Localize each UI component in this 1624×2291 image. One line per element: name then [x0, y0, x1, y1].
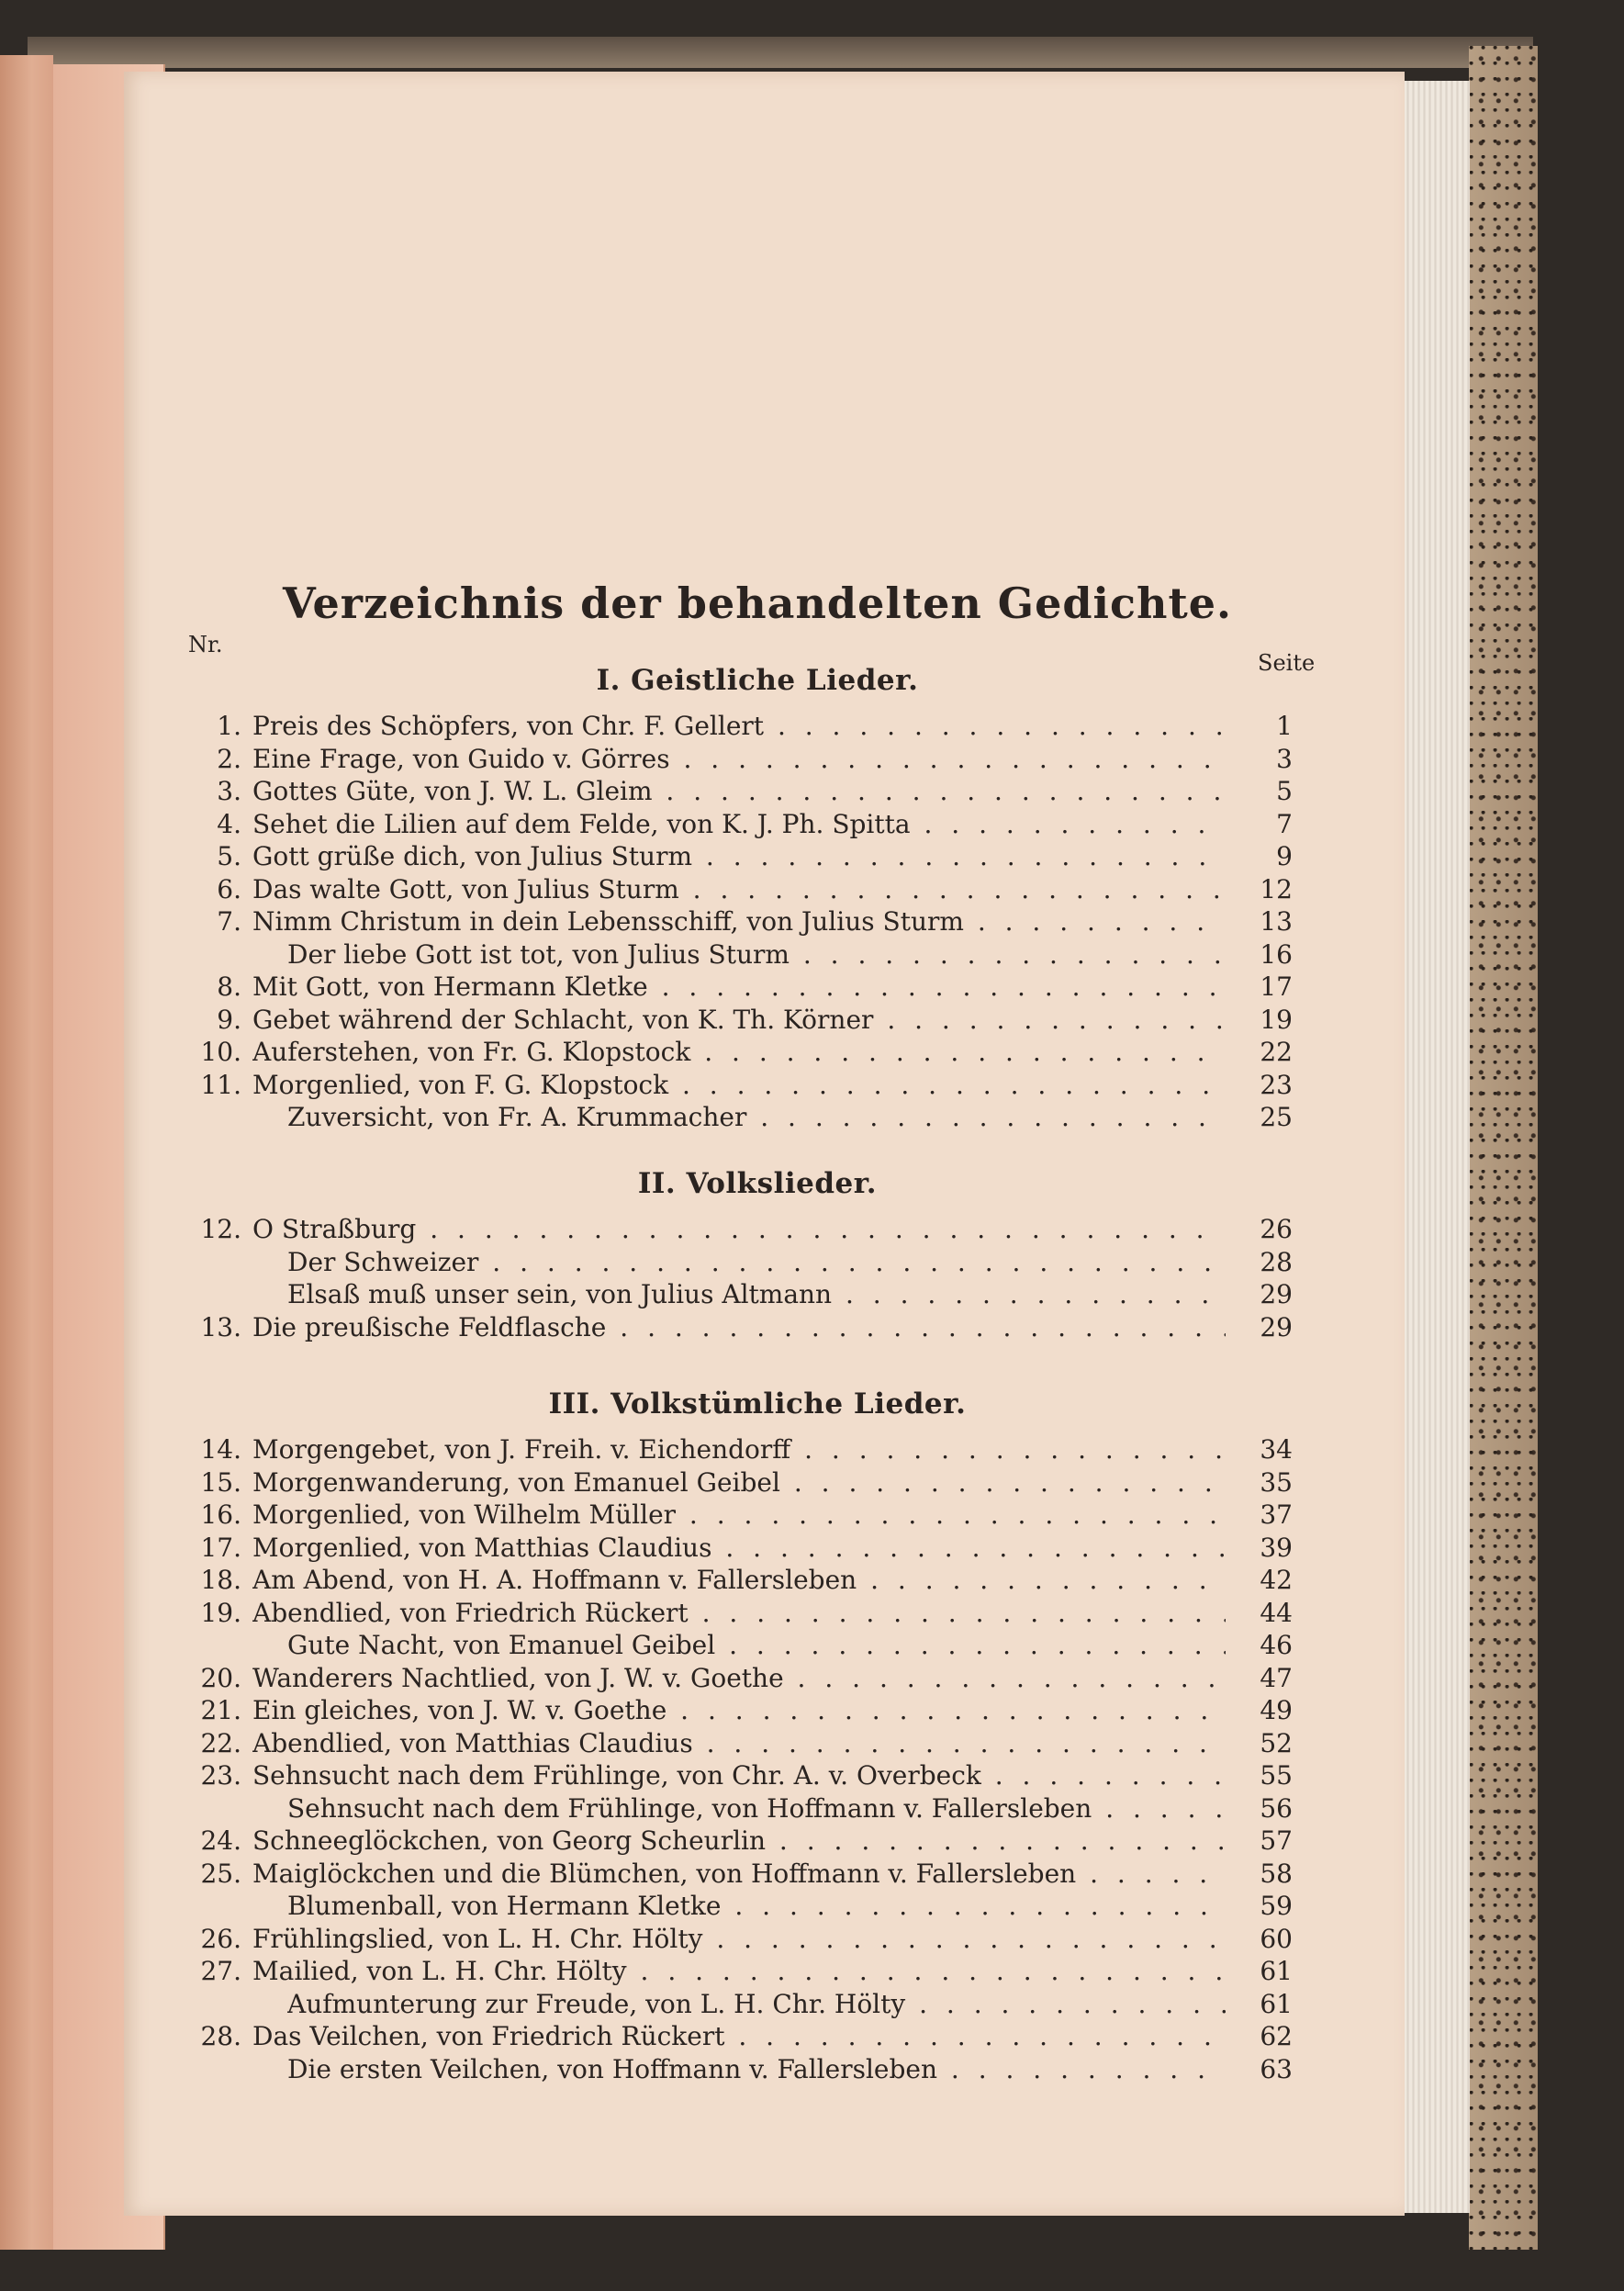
entry-page-number: 16	[1260, 938, 1293, 970]
entry-number: 22.	[200, 1727, 241, 1758]
entry-number: 6.	[217, 873, 241, 904]
entry-title: Die ersten Veilchen, von Hoffmann v. Fallersleben . . .	[287, 2053, 1226, 2086]
entry-number: 24.	[200, 1825, 241, 1856]
page-column-label: Seite	[1258, 650, 1316, 676]
toc-entry	[188, 1466, 1382, 1499]
toc-entry	[188, 2053, 1382, 2086]
entry-page-number: 17	[1260, 971, 1293, 1002]
toc-entry	[188, 1101, 1382, 1134]
toc-entry	[188, 1036, 1382, 1069]
toc-entry	[188, 1564, 1382, 1597]
entry-title: Maiglöckchen und die Blümchen, von Hoffmann v. Fallersleben . . .	[252, 1858, 1226, 1891]
entry-number: 3.	[217, 776, 241, 806]
entry-title: Gebet während der Schlacht, von K. Th. Körner . . .	[252, 1004, 1226, 1037]
page-edges	[1403, 81, 1470, 2213]
toc-entry	[188, 775, 1382, 808]
entry-title: Abendlied, von Matthias Claudius . . .	[252, 1727, 1226, 1760]
toc-entry	[188, 1759, 1382, 1792]
entry-title: Ein gleiches, von J. W. v. Goethe . . .	[252, 1694, 1226, 1727]
entry-page-number: 29	[1260, 1311, 1293, 1342]
entry-number: 11.	[200, 1069, 241, 1100]
entry-page-number: 57	[1260, 1825, 1293, 1856]
section-volkstuemliche-lieder	[188, 1387, 1382, 2085]
entry-title: Sehet die Lilien auf dem Felde, von K. J. Ph. Spitta . . .	[252, 808, 1226, 841]
entry-page-number: 58	[1260, 1858, 1293, 1889]
entry-page-number: 62	[1260, 2021, 1293, 2051]
entry-title: Sehnsucht nach dem Frühlinge, von Chr. A. v. Overbeck . . .	[252, 1759, 1226, 1792]
toc-entry	[188, 1246, 1382, 1279]
entry-title: Der liebe Gott ist tot, von Julius Sturm . . .	[287, 938, 1226, 971]
toc-entry	[188, 1694, 1382, 1727]
entry-title: Das walte Gott, von Julius Sturm . . .	[252, 873, 1226, 906]
toc-entry	[188, 1955, 1382, 1988]
entry-title: Am Abend, von H. A. Hoffmann v. Fallersleben . . .	[252, 1564, 1226, 1597]
entry-title: Preis des Schöpfers, von Chr. F. Gellert . . .	[252, 710, 1226, 743]
entry-page-number: 9	[1276, 841, 1293, 871]
entry-page-number: 63	[1260, 2053, 1293, 2084]
entry-title: Elsaß muß unser sein, von Julius Altmann . . .	[287, 1278, 1226, 1311]
entry-number: 23.	[200, 1760, 241, 1791]
entry-page-number: 61	[1260, 1956, 1293, 1986]
entry-number: 16.	[200, 1499, 241, 1530]
entry-page-number: 52	[1260, 1727, 1293, 1758]
section-volkslieder	[188, 1167, 1382, 1343]
entry-page-number: 3	[1276, 743, 1293, 774]
toc-entry	[188, 1433, 1382, 1466]
toc-entry	[188, 1923, 1382, 1956]
entry-number: 9.	[217, 1004, 241, 1035]
toc-entry	[188, 743, 1382, 776]
entry-number: 15.	[200, 1466, 241, 1498]
book-cover-right	[1469, 46, 1538, 2250]
entry-title: Nimm Christum in dein Lebensschiff, von Julius Sturm . . .	[252, 905, 1226, 938]
entry-number: 25.	[200, 1858, 241, 1889]
entry-number: 7.	[217, 906, 241, 937]
entry-title: Morgenwanderung, von Emanuel Geibel . . .	[252, 1466, 1226, 1499]
section-geistliche-lieder	[188, 664, 1382, 1134]
toc-entry	[188, 938, 1382, 971]
entry-title: Auferstehen, von Fr. G. Klopstock . . .	[252, 1036, 1226, 1069]
entry-page-number: 25	[1260, 1102, 1293, 1132]
entry-title: Die preußische Feldflasche . . .	[252, 1311, 1226, 1344]
nr-column-label: Nr.	[188, 632, 223, 657]
entry-page-number: 59	[1260, 1891, 1293, 1921]
toc-entry	[188, 1532, 1382, 1565]
entry-page-number: 5	[1276, 776, 1293, 806]
entry-page-number: 34	[1260, 1434, 1293, 1465]
toc-entry	[188, 1597, 1382, 1630]
entry-page-number: 19	[1260, 1004, 1293, 1035]
toc-entry	[188, 1629, 1382, 1662]
entry-number: 13.	[200, 1311, 241, 1342]
toc-entry	[188, 1988, 1382, 2021]
entry-title: Abendlied, von Friedrich Rückert . . .	[252, 1597, 1226, 1630]
entry-page-number: 42	[1260, 1565, 1293, 1595]
entry-title: Zuversicht, von Fr. A. Krummacher . . .	[287, 1101, 1226, 1134]
entry-title: Morgenlied, von F. G. Klopstock . . .	[252, 1069, 1226, 1102]
entry-page-number: 13	[1260, 906, 1293, 937]
entry-page-number: 39	[1260, 1532, 1293, 1563]
toc-entry	[188, 840, 1382, 873]
entry-title: Frühlingslied, von L. H. Chr. Hölty . . .	[252, 1923, 1226, 1956]
toc-entry	[188, 1792, 1382, 1825]
entry-title: Der Schweizer . . .	[287, 1246, 1226, 1279]
entry-number: 27.	[200, 1956, 241, 1986]
toc-entry	[188, 971, 1382, 1004]
entry-page-number: 56	[1260, 1792, 1293, 1824]
entry-page-number: 44	[1260, 1597, 1293, 1628]
entry-title: Aufmunterung zur Freude, von L. H. Chr. Hölty . . .	[287, 1988, 1226, 2021]
toc-entry	[188, 1069, 1382, 1102]
entry-number: 26.	[200, 1923, 241, 1954]
toc-entry	[188, 905, 1382, 938]
entry-number: 18.	[200, 1565, 241, 1595]
entry-page-number: 35	[1260, 1466, 1293, 1498]
entry-page-number: 55	[1260, 1760, 1293, 1791]
toc-entry	[188, 808, 1382, 841]
entry-title: Eine Frage, von Guido v. Görres . . .	[252, 743, 1226, 776]
entry-title: O Straßburg . . .	[252, 1213, 1226, 1246]
entry-page-number: 29	[1260, 1279, 1293, 1309]
entry-title: Das Veilchen, von Friedrich Rückert . . .	[252, 2020, 1226, 2053]
toc-entry	[188, 1213, 1382, 1246]
entry-number: 12.	[200, 1214, 241, 1244]
section-heading: I. Geistliche Lieder.	[596, 664, 919, 697]
entry-number: 28.	[200, 2021, 241, 2051]
entry-page-number: 61	[1260, 1988, 1293, 2019]
section-heading: II. Volkslieder.	[637, 1167, 878, 1200]
entry-title: Morgengebet, von J. Freih. v. Eichendorff . . .	[252, 1433, 1226, 1466]
toc-entry	[188, 1825, 1382, 1858]
entry-page-number: 26	[1260, 1214, 1293, 1244]
entry-number: 5.	[217, 841, 241, 871]
toc-entry	[188, 873, 1382, 906]
toc-entry	[188, 1311, 1382, 1344]
entry-number: 17.	[200, 1532, 241, 1563]
toc-entry	[188, 1662, 1382, 1695]
entry-number: 20.	[200, 1662, 241, 1693]
entry-number: 8.	[217, 971, 241, 1002]
entry-title: Mailied, von L. H. Chr. Hölty . . .	[252, 1955, 1226, 1988]
toc-entry	[188, 1890, 1382, 1923]
entry-page-number: 47	[1260, 1662, 1293, 1693]
entry-number: 14.	[200, 1434, 241, 1465]
toc-entry	[188, 710, 1382, 743]
book-page	[124, 72, 1405, 2216]
entry-title: Mit Gott, von Hermann Kletke . . .	[252, 971, 1226, 1004]
entry-title: Morgenlied, von Matthias Claudius . . .	[252, 1532, 1226, 1565]
entry-number: 4.	[217, 808, 241, 839]
page-title: Verzeichnis der behandelten Gedichte.	[283, 578, 1232, 628]
entry-page-number: 7	[1276, 808, 1293, 839]
entry-number: 1.	[217, 711, 241, 741]
toc-entry	[188, 1858, 1382, 1891]
entry-page-number: 46	[1260, 1630, 1293, 1660]
entry-title: Gott grüße dich, von Julius Sturm . . .	[252, 840, 1226, 873]
entry-page-number: 12	[1260, 873, 1293, 904]
entry-title: Schneeglöckchen, von Georg Scheurlin . . .	[252, 1825, 1226, 1858]
entry-title: Blumenball, von Hermann Kletke . . .	[287, 1890, 1226, 1923]
entry-number: 19.	[200, 1597, 241, 1628]
toc-entry	[188, 2020, 1382, 2053]
entry-page-number: 49	[1260, 1695, 1293, 1725]
book-cover-top	[28, 37, 1533, 68]
entry-page-number: 28	[1260, 1246, 1293, 1277]
toc-entry	[188, 1278, 1382, 1311]
entry-number: 21.	[200, 1695, 241, 1725]
toc-entry	[188, 1004, 1382, 1037]
entry-number: 10.	[200, 1037, 241, 1067]
entry-title: Sehnsucht nach dem Frühlinge, von Hoffmann v. Fallersleben . . .	[287, 1792, 1226, 1825]
toc-entry	[188, 1727, 1382, 1760]
entry-title: Morgenlied, von Wilhelm Müller . . .	[252, 1499, 1226, 1532]
entry-page-number: 23	[1260, 1069, 1293, 1100]
entry-page-number: 60	[1260, 1923, 1293, 1954]
section-heading: III. Volkstümliche Lieder.	[548, 1387, 967, 1421]
entry-title: Gute Nacht, von Emanuel Geibel . . .	[287, 1629, 1226, 1662]
entry-title: Gottes Güte, von J. W. L. Gleim . . .	[252, 775, 1226, 808]
entry-page-number: 37	[1260, 1499, 1293, 1530]
entry-number: 2.	[217, 743, 241, 774]
left-page-edge	[0, 55, 53, 2250]
toc-entry	[188, 1499, 1382, 1532]
entry-page-number: 22	[1260, 1037, 1293, 1067]
entry-title: Wanderers Nachtlied, von J. W. v. Goethe . . .	[252, 1662, 1226, 1695]
entry-page-number: 1	[1276, 711, 1293, 741]
